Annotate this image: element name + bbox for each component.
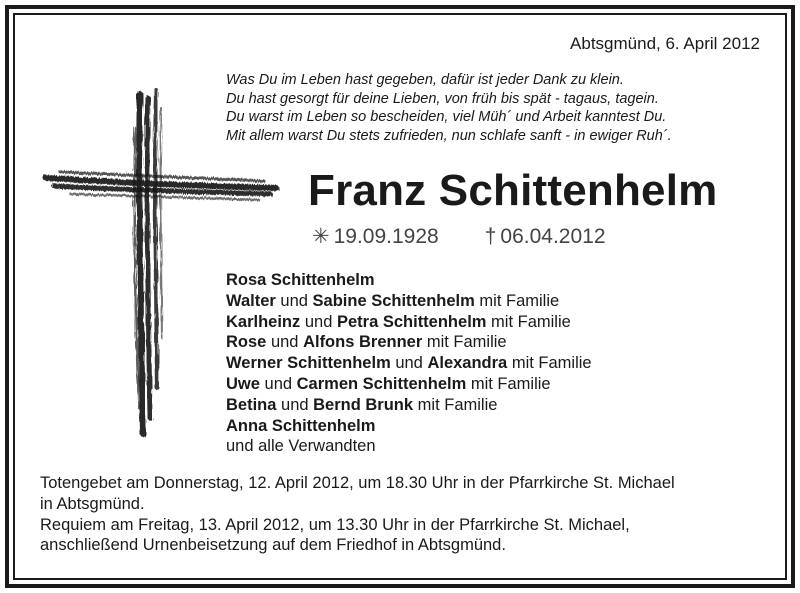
family-line: und alle Verwandten — [226, 437, 376, 456]
poem-line-1: Was Du im Leben hast gegeben, dafür ist jeder Dank zu klein. — [226, 72, 624, 88]
life-dates — [312, 224, 606, 249]
death-date: 06.04.2012 — [500, 225, 606, 248]
family-line: Rose und Alfons Brenner mit Familie — [226, 333, 507, 352]
notice-line-1: Totengebet am Donnerstag, 12. April 2012, um 18.30 Uhr in der Pfarrkirche St. Michael — [40, 474, 675, 492]
poem-line-4: Mit allem warst Du stets zufrieden, nun schlafe sanft - in ewiger Ruh´. — [226, 127, 672, 144]
death-cross-icon: † — [484, 225, 497, 248]
family-line: Karlheinz und Petra Schittenhelm mit Familie — [226, 312, 571, 331]
family-line: Rosa Schittenhelm — [226, 271, 375, 289]
birth-star-icon: ✳ — [312, 225, 330, 248]
poem-line-2: Du hast gesorgt für deine Lieben, von früh bis spät - tagaus, tagein. — [226, 90, 659, 107]
family-line: Anna Schittenhelm — [226, 416, 376, 435]
family-line: Betina und Bernd Brunk mit Familie — [226, 395, 498, 414]
birth-date: 19.09.1928 — [333, 225, 439, 248]
poem-line-3: Du warst im Leben so bescheiden, viel Müh´ und Arbeit kanntest Du. — [226, 109, 667, 125]
service-notice — [40, 473, 675, 556]
family-line: Werner Schittenhelm und Alexandra mit Familie — [226, 354, 592, 373]
place-date: Abtsgmünd, 6. April 2012 — [570, 34, 760, 53]
notice-line-2: in Abtsgmünd. — [40, 494, 145, 513]
family-line: Uwe und Carmen Schittenhelm mit Familie — [226, 374, 551, 393]
notice-line-4: anschließend Urnenbeisetzung auf dem Friedhof in Abtsgmünd. — [40, 536, 506, 555]
family-line: Walter und Sabine Schittenhelm mit Familie — [226, 291, 560, 310]
family-list — [226, 270, 592, 457]
deceased-name: Franz Schittenhelm — [308, 166, 718, 215]
notice-line-3: Requiem am Freitag, 13. April 2012, um 13.30 Uhr in der Pfarrkirche St. Michael, — [40, 515, 630, 534]
poem — [226, 71, 672, 145]
